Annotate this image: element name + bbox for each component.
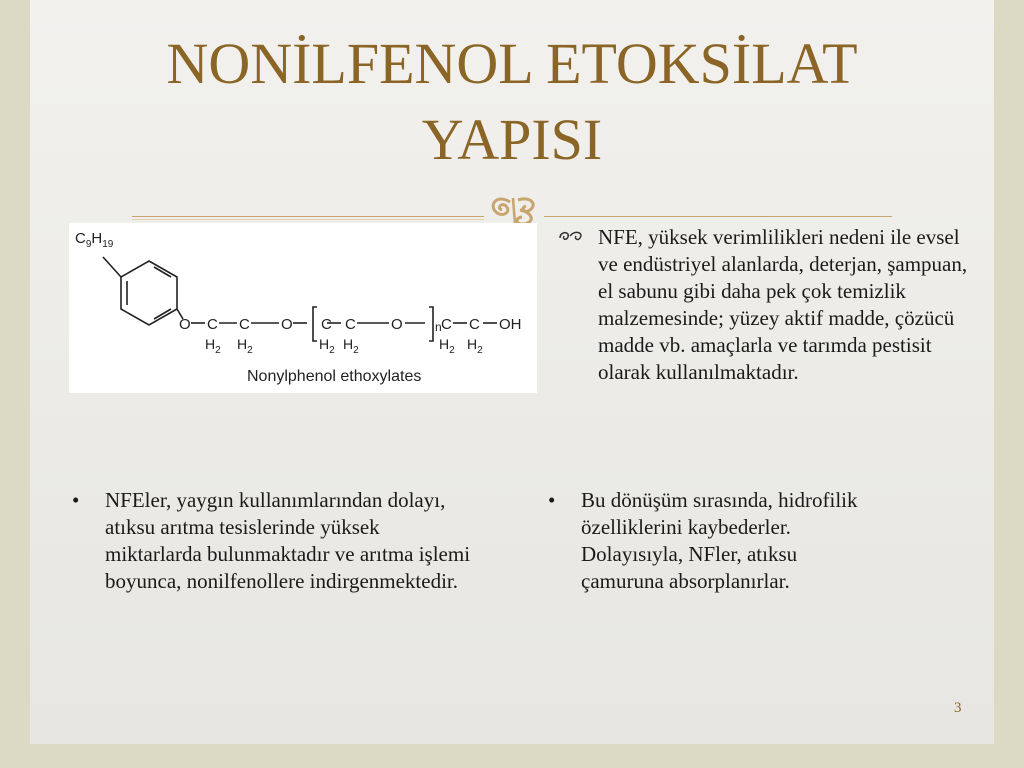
svg-text:C: C — [321, 316, 332, 333]
bullet-dot: • — [548, 488, 556, 512]
svg-text:O: O — [281, 316, 293, 333]
svg-text:C: C — [239, 316, 250, 333]
bullet-right-text: Bu dönüşüm sırasında, hidrofilik özelliklerini kaybederler. Dolayısıyla, NFler, atıksu çamuruna absorplanırlar. — [581, 488, 858, 593]
bullet-right — [548, 487, 878, 595]
svg-text:H2: $H_2$ — [205, 336, 221, 356]
title-line-1: NONİLFENOL ETOKSİLAT — [166, 31, 858, 96]
right-swirl-bullet — [558, 224, 968, 386]
bullet-left — [72, 487, 472, 595]
svg-text:H2: $H_2$ — [237, 336, 253, 356]
svg-text:O: O — [391, 316, 403, 333]
title-line-2: YAPISI — [421, 107, 603, 172]
svg-text:H2: $H_2$ — [439, 336, 455, 356]
nonylphenol-ethoxylate-structure — [69, 223, 537, 393]
svg-text:C: C — [207, 316, 218, 333]
bullet-dot: • — [72, 488, 80, 512]
structure-label: Nonylphenol ethoxylates — [247, 368, 422, 385]
divider-line-left-thin — [132, 219, 484, 220]
svg-text:C: C — [345, 316, 356, 333]
svg-text:C: C — [441, 316, 452, 333]
swirl-bullet-icon — [558, 228, 586, 244]
divider-line-left — [132, 216, 484, 217]
svg-text:OH: OH — [499, 316, 522, 333]
right-bullet-text: NFE, yüksek verimlilikleri nedeni ile evsel ve endüstriyel alanlarda, deterjan, şampuan, el sabunu gibi daha pek çok temizlik malzemesinde; yüzey aktif madde, çözücü madde vb. amaçlarla ve tarımda pestisit olarak kullanılmaktadır. — [598, 225, 968, 384]
slide — [30, 0, 994, 744]
svg-text:H2: $H_2$ — [319, 336, 335, 356]
page-number: 3 — [954, 700, 962, 716]
svg-text:H2: $H_2$ — [467, 336, 483, 356]
svg-text:H2: $H_2$ — [343, 336, 359, 356]
slide-title — [30, 26, 994, 178]
svg-text:O: O — [179, 316, 191, 333]
repeat-index: n — [435, 320, 442, 334]
svg-text:C: C — [469, 316, 480, 333]
divider-line-right — [544, 216, 892, 217]
bullet-left-text: NFEler, yaygın kullanımlarından dolayı, atıksu arıtma tesislerinde yüksek miktarlarda bulunmaktadır ve arıtma işlemi boyunca, nonilfenollere indirgenmektedir. — [105, 488, 471, 593]
substituent-label: $C_9H_{19}$ — [75, 230, 114, 250]
